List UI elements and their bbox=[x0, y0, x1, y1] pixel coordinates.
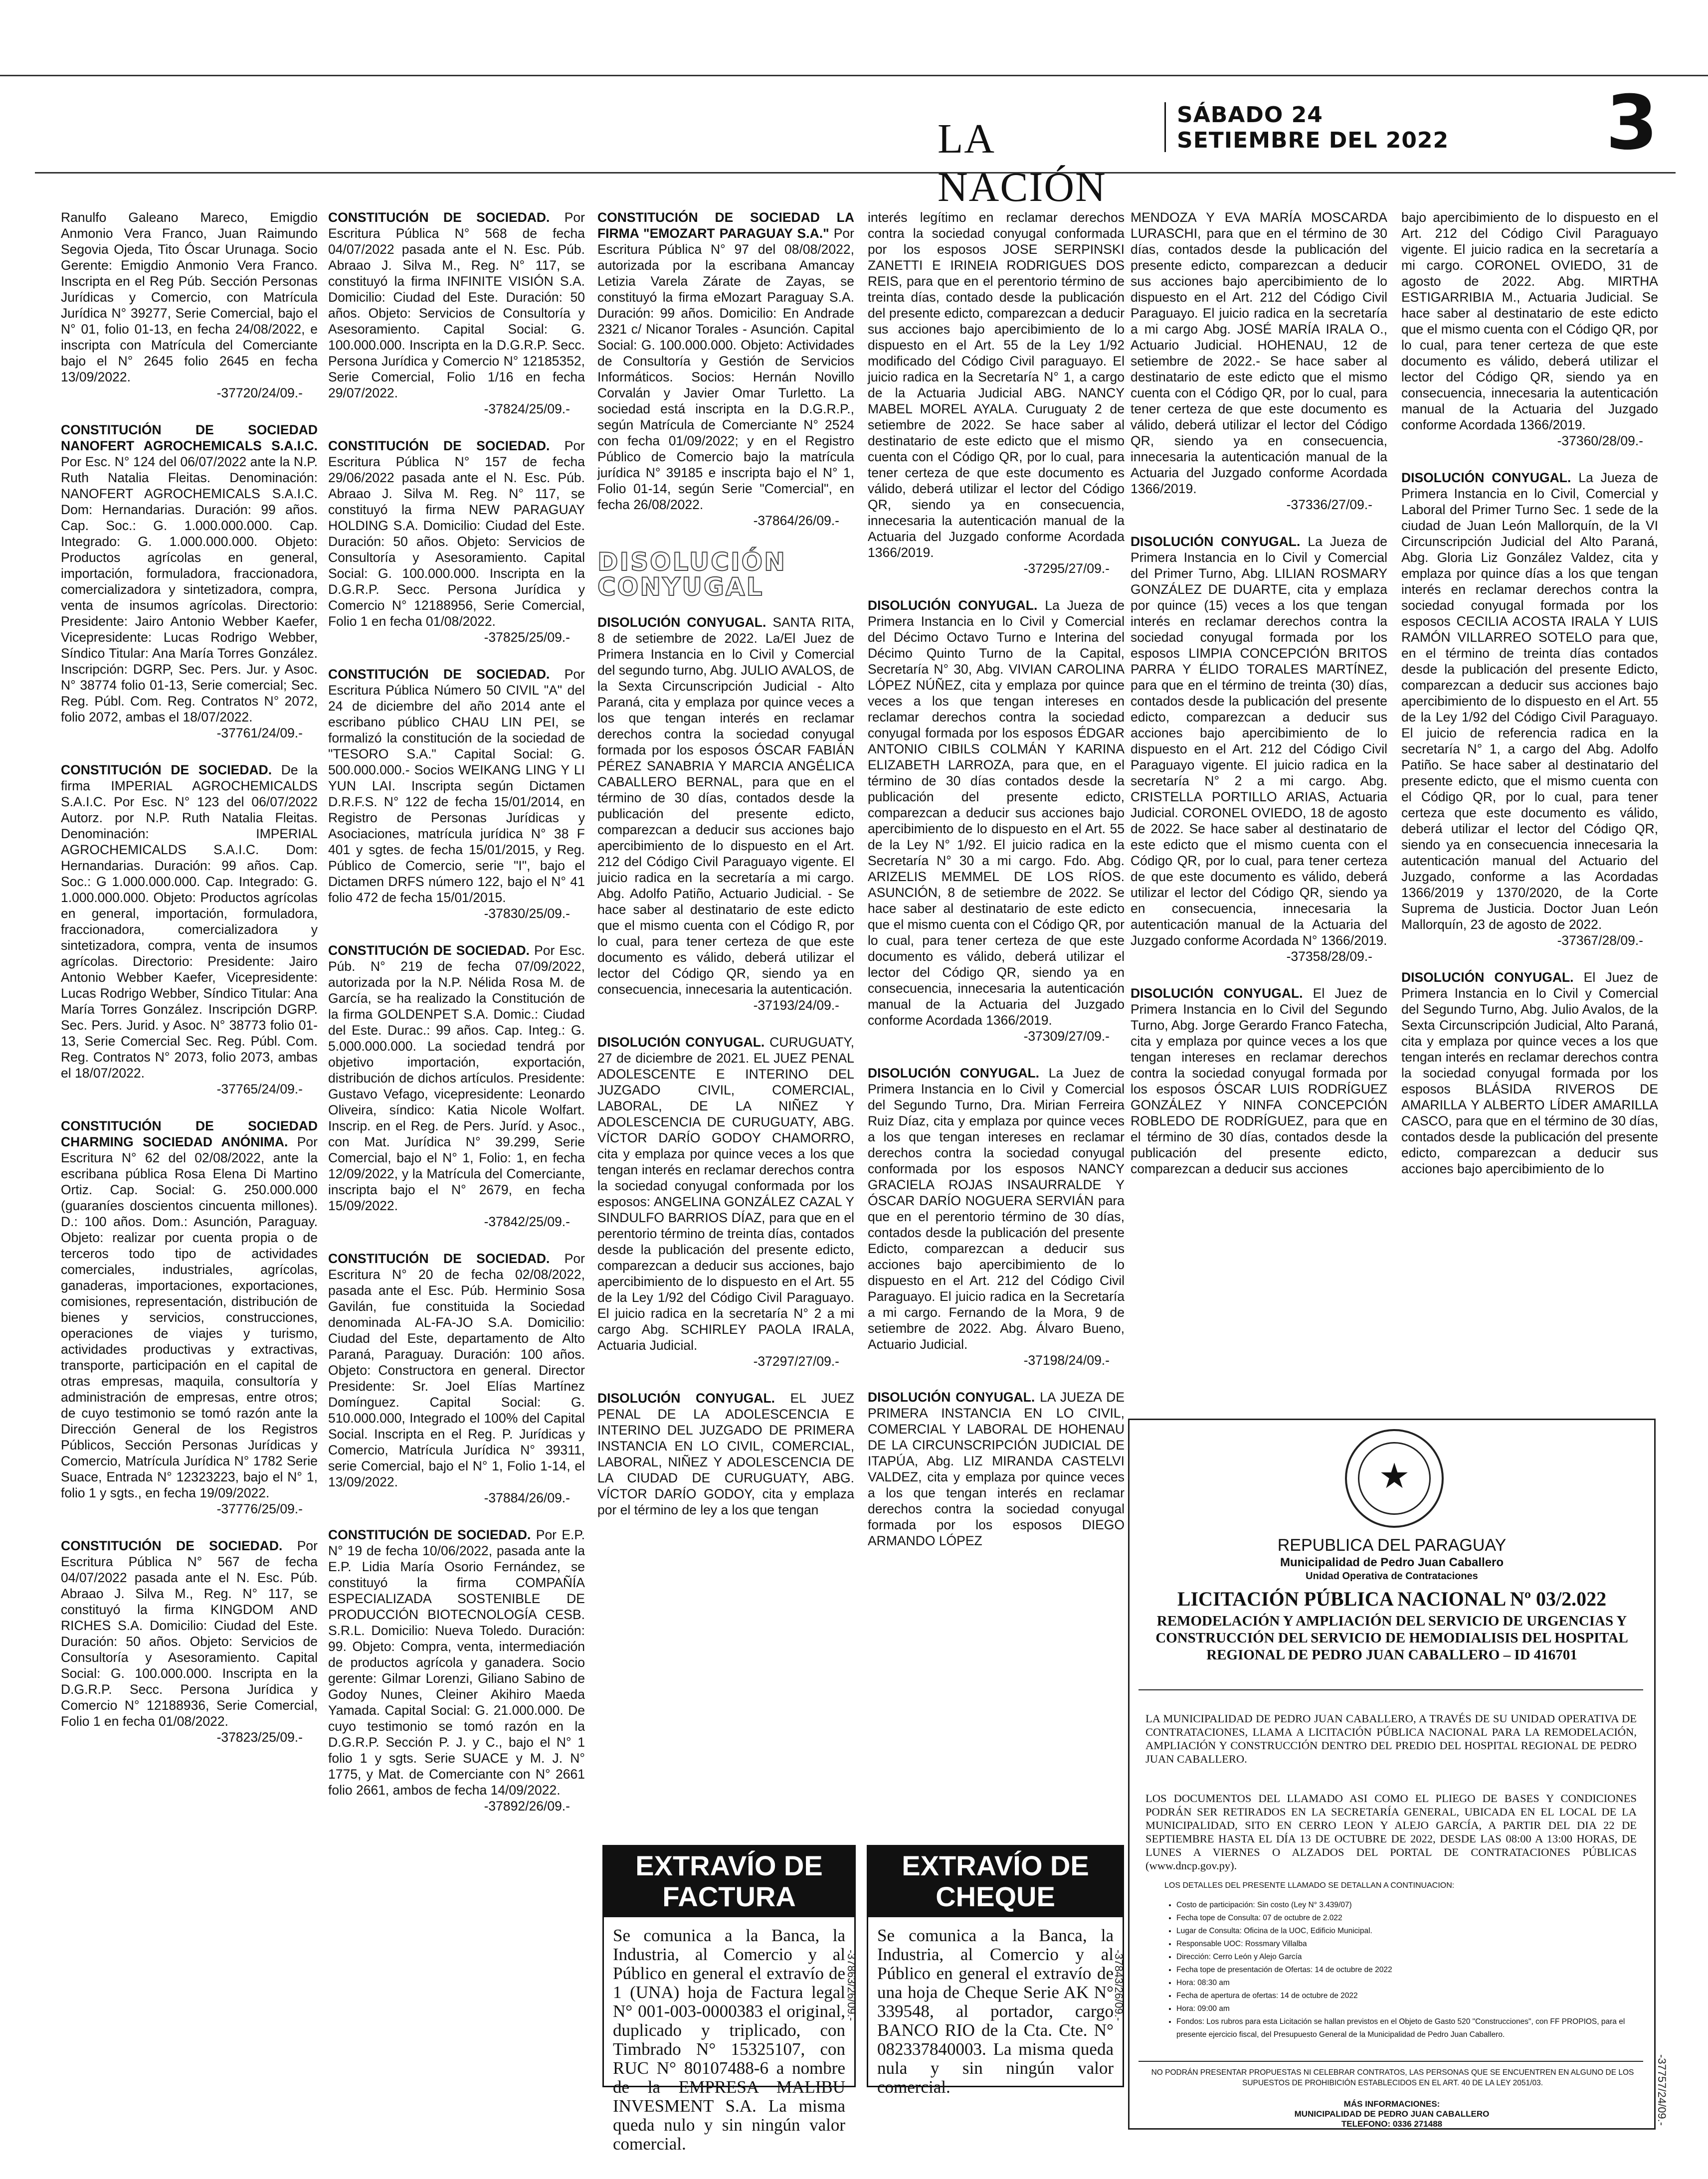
notice-item bbox=[1131, 985, 1387, 1177]
tender-divider-bottom bbox=[1139, 2061, 1643, 2062]
lost-check-code: -37843/26/09.- bbox=[1113, 1950, 1125, 2021]
lost-invoice-notice bbox=[602, 1845, 856, 2154]
tender-detail-item: • Lugar de Consulta: Oficina de la UOC, Edificio Municipal. bbox=[1176, 1925, 1640, 1938]
lost-check-notice bbox=[867, 1845, 1124, 2097]
notice-code: -37761/24/09.- bbox=[216, 726, 303, 740]
notice-item bbox=[328, 1527, 585, 1814]
notice-code: -37884/26/09.- bbox=[484, 1490, 570, 1505]
notice-text: EL JUEZ PENAL DE LA ADOLESCENCIA E INTERINO DEL JUZGADO DE PRIMERA INSTANCIA EN LO CIVIL, COMERCIAL, LABORAL, NIÑEZ Y ADOLESCENCIA DE LA CIUDAD DE CURUGUATY, ABG. VÍCTOR DARÍO GODOY, cita y emplaza por el término de ley a los que tengan bbox=[597, 1391, 854, 1517]
tender-title: LICITACIÓN PÚBLICA NACIONAL Nº 03/2.022 bbox=[1177, 1588, 1607, 1610]
section-heading: DISOLUCIÓN CONYUGAL bbox=[597, 547, 786, 601]
tender-code: -37757/24/09.- bbox=[1656, 2054, 1668, 2126]
notice-text: Por Escritura Pública N° 157 de fecha 29/06/2022 pasada ante el N. Esc. Púb. Abraao J. Silva M. Reg. N° 117, se constituyó la firma NEW PARAGUAY HOLDING S.A. Domicilio: Ciudad del Este. Duración: 50 años. Objeto: Servicios de Consultoría y Asesoramiento. Capital Social: G. 100.000.000. Inscripta en la D.G.R.P. Secc. Persona Jurídica y Comercio N° 12188956, Serie Comercial, Folio 1 en fecha 01/08/2022. bbox=[328, 438, 585, 629]
notice-heading: DISOLUCIÓN CONYUGAL. bbox=[597, 1391, 775, 1406]
notice-code: -37765/24/09.- bbox=[216, 1082, 303, 1096]
notice-item bbox=[61, 422, 318, 741]
tender-divider bbox=[1139, 1689, 1643, 1690]
tender-detail-item: • Fecha de apertura de ofertas: 14 de octubre de 2022 bbox=[1176, 1990, 1640, 2002]
issue-date-day: SÁBADO 24 bbox=[1177, 102, 1323, 128]
notice-item bbox=[868, 1065, 1125, 1368]
lost-check-text: Se comunica a la Banca, la Industria, al Comercio y al Público en general el extravío de una hoja de Cheque Serie AK N° 339548, al portador, cargo BANCO RIO de la Cta. Cte. N° 082337840003. La misma queda nula y sin ningún valor comercial. bbox=[877, 1926, 1114, 2097]
notice-code: -37864/26/09.- bbox=[753, 513, 839, 528]
tender-info-phone: TELEFONO: 0336 271488 bbox=[1341, 2119, 1443, 2129]
notice-heading: CONSTITUCIÓN DE SOCIEDAD NANOFERT AGROCHEMICALS S.A.I.C. bbox=[61, 422, 318, 453]
tender-details-intro: LOS DETALLES DEL PRESENTE LLAMADO SE DETALLAN A CONTINUACION: bbox=[1164, 1881, 1455, 1890]
notice-heading: DISOLUCIÓN CONYUGAL. bbox=[868, 1390, 1035, 1405]
tender-details-list bbox=[1164, 1899, 1640, 2041]
notice-text: La Jueza de Primera Instancia en lo Civil y Comercial del Primer Turno, Abg. LILIAN ROSMARY GONZÁLEZ DE DUARTE, cita y emplaza por quince (15) veces a los que tengan interés en reclamar derechos contra la sociedad conyugal formada por los esposos LIMPIA CONCEPCIÓN BRITOS PARRA Y ÉLIDO TORALES MARTÍNEZ, para que en el término de treinta (30) días, contados desde la publicación del presente edicto, comparezcan a deducir sus acciones bajo apercibimiento de lo dispuesto en el Art. 212 del Código Civil Paraguayo vigente. El juicio radica en la secretaría N° 2 a mi cargo. Abg. CRISTELLA PORTILLO ARIAS, Actuaria Judicial. CORONEL OVIEDO, 18 de agosto de 2022. Se hace saber al destinatario de este edicto que el mismo cuenta con el Código QR, por lo cual, para tener certeza de que este documento es válido, deberá utilizar el lector del Código QR, siendo ya en consecuencia, innecesaria la autenticación manual de la Actuaria del Juzgado conforme Acordada N° 1366/2019. bbox=[1131, 534, 1387, 948]
tender-unit: Unidad Operativa de Contrataciones bbox=[1306, 1571, 1478, 1582]
notice-text: LA JUEZA DE PRIMERA INSTANCIA EN LO CIVIL, COMERCIAL Y LABORAL DE HOHENAU DE LA CIRCUNSCRIPCIÓN JUDICIAL DE ITAPÚA, Abg. LIZ MIRANDA CASTELVI VALDEZ, cita y emplaza por quince veces a los que tengan interés en reclamar derechos contra la sociedad conyugal formada por los esposos DIEGO ARMANDO LÓPEZ bbox=[868, 1390, 1125, 1548]
column-6 bbox=[1401, 209, 1658, 1198]
notice-text: CURUGUATY, 27 de diciembre de 2021. EL JUEZ PENAL ADOLESCENTE E INTERINO DEL JUZGADO CIVIL, COMERCIAL, LABORAL, DE LA NIÑEZ Y ADOLESCENCIA DE CURUGUATY, ABG. VÍCTOR DARÍO GODOY CHAMORRO, cita y emplaza por quince veces a los que tengan interés en reclamar derechos contra la sociedad conyugal conformada por los esposos: ANGELINA GONZÁLEZ CAZAL Y SINDULFO BARRIOS DÍAZ, para que en el perentorio término de treinta días, contados desde la publicación del presente edicto, comparezcan a deducir sus acciones, bajo apercibimiento de lo dispuesto en el Art. 55 de la Ley 1/92 del Código Civil Paraguayo. El juicio radica en la secretaría N° 2 a mi cargo Abg. SCHIRLEY PAOLA IRALA, Actuaria Judicial. bbox=[597, 1035, 854, 1353]
column-5 bbox=[1131, 209, 1387, 1198]
notice-heading: DISOLUCIÓN CONYUGAL. bbox=[597, 615, 766, 630]
notice-item bbox=[328, 438, 585, 645]
notice-text: De la firma IMPERIAL AGROCHEMICALDS S.A.I.C. Por Esc. N° 123 del 06/07/2022 Autorz. por N.P. Ruth Natalia Fleitas. Denominación: IMPERIAL AGROCHEMICALDS S.A.I.C. Dom: Hernandarias. Duración: 99 años. Cap. Soc.: G 1.000.000.000. Cap. Integrado: G. 1.000.000.000. Objeto: Productos agrícolas en general, importación, formuladora, fraccionadora, comercializadora y sintetizadora, compra, venta de insumos agrícolas. Directorio: Presidente: Jairo Antonio Webber Kaefer, Vicepresidente: Lucas Rodrigo Webber, Síndico Titular: Ana María Torres González. Inscripción DGRP. Sec. Pers. Jurid. y Asoc. N° 38773 folio 01-13, Serie Comercial Sec. Reg. Públ. Com. Reg. Contratos N° 2073, folio 2073, ambas el 18/07/2022. bbox=[61, 762, 318, 1081]
notice-text: Por Esc. N° 124 del 06/07/2022 ante la N.P. Ruth Natalia Fleitas. Denominación: NANOFERT AGROCHEMICALS S.A.I.C. Dom: Hernandarias. Duración: 99 años. Cap. Soc.: G. 1.000.000.000. Cap. Integrado: G. 1.000.000.000. Objeto: Productos agrícolas en general, importación, formuladora, fraccionadora, comercializadora y sintetizadora, compra, venta de insumos agrícolas. Directorio: Presidente: Jairo Antonio Webber Kaefer, Vicepresidente: Lucas Rodrigo Webber, Síndico Titular: Ana María Torres González. Inscripción: DGRP, Sec. Pers. Jur. y Asoc. N° 38774 folio 01-13, Serie comercial; Sec. Reg. Públ. Com. Reg. Contratos N° 2072, folio 2072, ambas el 18/07/2022. bbox=[61, 454, 318, 725]
tender-detail-item: • Fecha tope de presentación de Ofertas: 14 de octubre de 2022 bbox=[1176, 1964, 1640, 1977]
tender-info-title: MÁS INFORMACIONES: bbox=[1343, 2099, 1440, 2109]
notice-text: Por Escritura N° 20 de fecha 02/08/2022, pasada ante el Esc. Púb. Herminio Sosa Gavilán, fue constituida la Sociedad denominada AL-FA-JO S.A. Domicilio: Ciudad del Este, departamento de Alto Paraná, Paraguay. Duración: 100 años. Objeto: Constructora en general. Director Presidente: Sr. Joel Elías Martínez Domínguez. Capital Social: G. 510.000.000, Integrado el 100% del Capital Social. Inscripta en el Reg. P. Jurídicas y Comercio, Matrícula Jurídica N° 39311, serie Comercial, bajo el N° 1, Folio 1-14, el 13/09/2022. bbox=[328, 1251, 585, 1489]
notice-heading: CONSTITUCIÓN DE SOCIEDAD. bbox=[328, 1527, 531, 1542]
notice-code: -37360/28/09.- bbox=[1557, 433, 1643, 448]
notice-item bbox=[61, 1118, 318, 1517]
notice-heading: CONSTITUCIÓN DE SOCIEDAD CHARMING SOCIEDAD ANÓNIMA. bbox=[61, 1118, 318, 1149]
tender-detail-item: • Hora: 09:00 am bbox=[1176, 2002, 1640, 2015]
lost-check-title: EXTRAVÍO DE CHEQUE bbox=[868, 1846, 1123, 1917]
notice-code: -37198/24/09.- bbox=[1023, 1353, 1110, 1368]
notice-item bbox=[597, 1034, 854, 1369]
notice-text: Por Esc. Púb. N° 219 de fecha 07/09/2022, autorizada por la N.P. Nélida Rosa M. de García, se ha realizado la Constitución de la firma GOLDENPET S.A. Domic.: Ciudad del Este. Durac.: 99 años. Cap. Integ.: G. 5.000.000.000. La sociedad tendrá por objetivo importación, exportación, distribución de dichos artículos. Presidente: Gustavo Vefago, vicepresidente: Leonardo Oliveira, síndico: Katia Nicole Wolfart. Inscrip. en el Reg. de Pers. Juríd. y Asoc., con Mat. Jurídica N° 39.299, Serie Comercial, bajo el N° 1, Folio: 1, en fecha 12/09/2022, y la Matrícula del Comerciante, inscripta bajo el N° 2679, en fecha 15/09/2022. bbox=[328, 943, 585, 1213]
notice-text: Por Escritura N° 62 del 02/08/2022, ante la escribana pública Rosa Elena Di Martino Ortiz. Cap. Social: G. 250.000.000 (guaraníes doscientos cincuenta millones). D.: 100 años. Dom.: Asunción, Paraguay. Objeto: realizar por cuenta propia o de terceros todo tipo de actividades comerciales, industriales, agrícolas, ganaderas, importaciones, exportaciones, comisiones, representación, distribución de bienes y servicios, construcciones, operaciones de viajes y turismo, actividades productivas y extractivas, transporte, participación en el capital de otras empresas, maquila, consultoría y administración de empresas, entre otros; de cuyo testimonio se tomó razón ante la Dirección General de los Registros Públicos, Sección Personas Jurídicas y Comercio, Matrícula Jurídica N° 1782 Serie Suace, Entrada N° 12323223, bajo el N° 1, folio 1 y sgts., en fecha 19/09/2022. bbox=[61, 1134, 318, 1500]
notice-heading: CONSTITUCIÓN DE SOCIEDAD. bbox=[328, 1251, 550, 1266]
notice-item bbox=[61, 762, 318, 1097]
notice-text: El Juez de Primera Instancia en lo Civil y Comercial del Segundo Turno, Abg. Julio Avalos, de la Sexta Circunscripción Judicial, Alto Paraná, cita y emplaza por quince veces a los que tengan interés en reclamar derechos contra la sociedad conyugal formada por los esposos BLÁSIDA RIVEROS DE AMARILLA Y ALBERTO LÍDER AMARILLA CASCO, para que en el término de 30 días, contados desde la publicación del presente edicto, comparezcan a deducir sus acciones bajo apercibimiento de lo bbox=[1401, 970, 1658, 1176]
notice-item bbox=[868, 209, 1125, 576]
column-1 bbox=[61, 209, 318, 1766]
notice-text: Por Escritura Pública N° 97 del 08/08/2022, autorizada por la escribana Amancay Letizia Varela Zárate de Zayas, se constituyó la firma eMozart Paraguay S.A. Duración: 99 años. Domicilio: En Andrade 2321 c/ Nicanor Torales - Asunción. Capital Social: G. 100.000.000. Objeto: Actividades de Consultoría y Gestión de Servicios Informáticos. Socios: Hernán Novillo Corvalán y Javier Omar Turletto. La sociedad está inscripta en la D.G.R.P., según Matrícula de Comerciante N° 2524 con fecha 01/09/2022; y en el Registro Público de Comercio bajo la matrícula jurídica N° 39185 e inscripta bajo el N° 1, Folio 01-14, según Serie "Comercial", en fecha 26/08/2022. bbox=[597, 226, 854, 512]
notice-item bbox=[328, 1251, 585, 1506]
tender-detail-item: • Hora: 08:30 am bbox=[1176, 1977, 1640, 1990]
notice-heading: CONSTITUCIÓN DE SOCIEDAD. bbox=[328, 943, 530, 958]
notice-item bbox=[328, 209, 585, 417]
notice-text: MENDOZA Y EVA MARÍA MOSCARDA LURASCHI, para que en el término de 30 días, contados desde la publicación del presente edicto, comparezcan a deducir sus acciones bajo apercibimiento de lo dispuesto en el Art. 212 del Código Civil Paraguayo. El juicio radica en la secretaría a mi cargo Abg. JOSÉ MARÍA IRALA O., Actuario Judicial. HOHENAU, 12 de setiembre de 2022.- Se hace saber al destinatario de este edicto que el mismo cuenta con el Código QR, por lo cual, para tener certeza de que este documento es válido, deberá utilizar el lector del Código QR, siendo ya en consecuencia, innecesaria la autenticación manual de la Actuaria del Juzgado conforme Acordada 1366/2019. bbox=[1131, 210, 1387, 496]
notice-text: La Jueza de Primera Instancia en lo Civil y Comercial del Décimo Octavo Turno e Interina del Décimo Quinto Turno de la Capital, Secretaría N° 30, Abg. VIVIAN CAROLINA LÓPEZ NÚÑEZ, cita y emplaza por quince veces a los que tengan intereses en reclamar derechos contra la sociedad conyugal formada por los esposos ÉDGAR ANTONIO CIBILS COLMÁN Y KARINA ELIZABETH LARROZA, para que, en el término de 30 días contados desde la publicación del presente edicto, comparezcan a deducir sus acciones bajo apercibimiento de lo dispuesto en el Art. 55 de la Ley N° 1/92. El juicio radica en la Secretaría N° 30 a mi cargo. Fdo. Abg. ARIZELIS MEMMEL DE LOS RÍOS. ASUNCIÓN, 8 de setiembre de 2022. Se hace saber al destinatario de este edicto que el mismo cuenta con el Código QR, por lo cual, para tener certeza de que este documento es válido, deberá utilizar el lector del Código QR, siendo ya en consecuencia, innecesaria la autenticación manual de la Actuaria del Juzgado conforme Acordada 1366/2019. bbox=[868, 598, 1125, 1028]
notice-item bbox=[1401, 969, 1658, 1177]
notice-heading: DISOLUCIÓN CONYUGAL. bbox=[1401, 970, 1574, 985]
notice-code: -37309/27/09.- bbox=[1023, 1029, 1110, 1044]
notice-heading: DISOLUCIÓN CONYUGAL. bbox=[1131, 534, 1301, 549]
issue-date-month: SETIEMBRE DEL 2022 bbox=[1177, 128, 1449, 153]
lost-invoice-code: -37863/26/09.- bbox=[845, 1950, 858, 2021]
notice-code: -37892/26/09.- bbox=[484, 1799, 570, 1814]
notice-item bbox=[61, 1538, 318, 1745]
notice-code: -37295/27/09.- bbox=[1023, 561, 1110, 576]
notice-code: -37842/25/09.- bbox=[484, 1214, 570, 1229]
notice-heading: DISOLUCIÓN CONYUGAL. bbox=[1131, 986, 1303, 1001]
notice-text: Ranulfo Galeano Mareco, Emigdio Anmonio Vera Franco, Juan Raimundo Segovia Ojeda, Tito Óscar Urunaga. Socio Gerente: Emigdio Anmonio Vera Franco. Inscripta en el Reg Púb. Sección Personas Jurídicas y Comercio, con Matrícula Jurídica N° 39277, Serie Comercial, bajo el N° 01, folio 01-13, en fecha 24/08/2022, e inscripta con Matrícula del Comerciante bajo el N° 2645 folio 2645 en fecha 13/09/2022. bbox=[61, 210, 318, 384]
masthead-separator bbox=[1164, 102, 1166, 152]
notice-text: bajo apercibimiento de lo dispuesto en el Art. 212 del Código Civil Paraguayo vigente. El juicio radica en la secretaría a mi cargo. CORONEL OVIEDO, 31 de agosto de 2022. Abg. MIRTHA ESTIGARRIBIA M., Actuaria Judicial. Se hace saber al destinatario de este edicto que el mismo cuenta con el Código QR, por lo cual, para tener certeza de que este documento es válido, deberá utilizar el lector del Código QR, siendo ya en consecuencia, innecesaria la autenticación manual de la Actuaria del Juzgado conforme Acordada 1366/2019. bbox=[1401, 210, 1658, 432]
notice-text: Por Escritura Pública N° 567 de fecha 04/07/2022 pasada ante el N. Esc. Púb. Abraao J. Silva M., Reg. N° 117, se constituyó la firma KINGDOM AND RICHES S.A. Domicilio: Ciudad del Este. Duración: 50 años. Objeto: Servicios de Consultoría y Asesoramiento. Capital Social: G. 100.000.000. Inscripta en la D.G.R.P. Secc. Persona Jurídica y Comercio N° 12188936, Serie Comercial, Folio 1 en fecha 01/08/2022. bbox=[61, 1538, 318, 1729]
notice-item bbox=[868, 1389, 1125, 1549]
notice-code: -37358/28/09.- bbox=[1286, 949, 1372, 964]
notice-item bbox=[868, 597, 1125, 1044]
tender-republic: REPUBLICA DEL PARAGUAY bbox=[1277, 1536, 1507, 1555]
notice-text: interés legítimo en reclamar derechos contra la sociedad conyugal conformada por los esposos JOSE SERPINSKI ZANETTI E IRINEIA RODRIGUES DOS REIS, para que en el perentorio término de treinta días, contado desde la publicación del presente edicto, comparezcan a deducir sus acciones bajo apercibimiento de lo dispuesto en el Art. 55 de la Ley 1/92 modificado del Código Civil paraguayo. El juicio radica en la Secretaría N° 1, a cargo de la Actuaria Judicial ABG. NANCY MABEL MOREL AYALA. Curuguaty 2 de setiembre de 2022. Se hace saber al destinatario de este edicto que el mismo cuenta con el Código QR, por lo cual, para tener certeza de que este documento es válido, deberá utilizar el lector del Código QR, siendo ya en consecuencia, innecesaria la autenticación manual de la Actuaria del Juzgado conforme Acordada 1366/2019. bbox=[868, 210, 1125, 560]
notice-heading: CONSTITUCIÓN DE SOCIEDAD LA FIRMA "EMOZART PARAGUAY S.A." bbox=[597, 210, 854, 241]
notice-code: -37367/28/09.- bbox=[1557, 933, 1643, 948]
notice-heading: CONSTITUCIÓN DE SOCIEDAD. bbox=[328, 438, 550, 453]
notice-code: -37830/25/09.- bbox=[484, 906, 570, 921]
notice-heading: CONSTITUCIÓN DE SOCIEDAD. bbox=[61, 762, 272, 777]
paper-name: LA NACIÓN bbox=[938, 116, 1107, 210]
notice-code: -37720/24/09.- bbox=[216, 385, 303, 400]
tender-detail-item: • Dirección: Cerro León y Alejo García bbox=[1176, 1951, 1640, 1964]
tender-contact bbox=[1130, 2099, 1654, 2129]
notice-text: La Jueza de Primera Instancia en lo Civil, Comercial y Laboral del Primer Turno Sec. 1 sede de la ciudad de Juan León Mallorquín, de la VI Circunscripción Judicial del Alto Paraná, Abg. Gloria Liz González Valdez, cita y emplaza por quince días a los que tengan interés en reclamar derechos contra la sociedad conyugal formada por los esposos CECILIA ACOSTA IRALA Y LUIS RAMÓN VILLARREO SOTELO para que, en el término de treinta días contados desde la publicación del presente Edicto, comparezcan a deducir sus acciones bajo apercibimiento de lo dispuesto en el Art. 55 de la Ley 1/92 del Código Civil Paraguayo. El juicio de referencia radica en la secretaría N° 1, a cargo del Abg. Adolfo Patiño. Se hace saber al destinatario del presente edicto, que el mismo cuenta con el Código QR, por lo cual, para tener certeza que este documento es válido, deberá utilizar el lector del Código QR, siendo ya en consecuencia innecesaria la autenticación manual del Actuario del Juzgado, conforme a las Acordadas 1366/2019 y 1370/2020, de la Corte Suprema de Justicia. Doctor Juan León Mallorquín, 23 de agosto de 2022. bbox=[1401, 470, 1658, 932]
tender-prohibition-notice: NO PODRÁN PRESENTAR PROPUESTAS NI CELEBRAR CONTRATOS, LAS PERSONAS QUE SE ENCUENTREN EN ALGUNO DE LOS SUPUESTOS DE PROHIBICIÓN ESTABLECIDOS EN EL ART. 40 DE LA LEY 2051/03. bbox=[1151, 2068, 1634, 2087]
column-4 bbox=[868, 209, 1125, 1570]
tender-detail-item: • Fondos: Los rubros para esta Licitación se hallan previstos en el Objeto de Gasto 520 "Construcciones", con FF PROPIOS, para el presente ejercicio fiscal, del Presupuesto General de la Municipalidad de Pedro Juan Caballero. bbox=[1176, 2015, 1640, 2041]
lost-invoice-title: EXTRAVÍO DE FACTURA bbox=[604, 1846, 854, 1917]
notice-code: -37776/25/09.- bbox=[216, 1501, 303, 1516]
notice-text: Por Escritura Pública Número 50 CIVIL "A" del 24 de diciembre del año 2014 ante el escribano público CHAU LIN PEI, se formalizó la constitución de la sociedad de "TESORO S.A." Capital Social: G. 500.000.000.- Socios WEIKANG LING Y LI YUN LAI. Inscripta según Dictamen D.R.F.S. N° 122 de fecha 15/01/2014, en Registro de Personas Jurídicas y Asociaciones, matrícula jurídica N° 38 F 401 y sgtes. de fecha 15/01/2015, y Reg. Público de Comercio, serie "I", bajo el Dictamen DRFS número 122, bajo el N° 41 folio 472 de fecha 15/01/2015. bbox=[328, 667, 585, 905]
tender-municipality: Municipalidad de Pedro Juan Caballero bbox=[1280, 1556, 1504, 1569]
notice-code: -37336/27/09.- bbox=[1286, 497, 1372, 512]
notice-code: -37193/24/09.- bbox=[753, 998, 839, 1013]
notice-item bbox=[328, 942, 585, 1230]
notice-code: -37824/25/09.- bbox=[484, 401, 570, 416]
column-3 bbox=[597, 209, 854, 1539]
lost-invoice-text: Se comunica a la Banca, la Industria, al Comercio y al Público en general el extravío de 1 (UNA) hoja de Factura legal N° 001-003-0000383 el original, duplicado y triplicado, con Timbrado N° 15325107, con RUC N° 80107488-6 a nombre de la EMPRESA MALIBU INVESMENT S.A. La misma queda nulo y sin ningún valor comercial. bbox=[613, 1926, 845, 2154]
tender-info-org: MUNICIPALIDAD DE PEDRO JUAN CABALLERO bbox=[1294, 2109, 1490, 2119]
notice-text: El Juez de Primera Instancia en lo Civil del Segundo Turno, Abg. Jorge Gerardo Franco Fatecha, cita y emplaza por quince veces a los que tengan intereses en reclamar derechos contra la sociedad conyugal formada por los esposos ÓSCAR LUIS RODRÍGUEZ GONZÁLEZ Y NINFA CONCEPCIÓN ROBLEDO DE RODRÍGUEZ, para que en el término de 30 días, contados desde la publicación del presente edicto, comparezcan a deducir sus acciones bbox=[1131, 986, 1387, 1176]
notice-text: SANTA RITA, 8 de setiembre de 2022. La/El Juez de Primera Instancia en lo Civil y Comercial del segundo turno, Abg. JULIO AVALOS, de la Sexta Circunscripción Judicial - Alto Paraná, cita y emplaza por quince veces a los que tengan interés en reclamar derechos contra la sociedad conyugal formada por los esposos ÓSCAR FABIÁN PÉREZ SANABRIA Y MARCIA ANGÉLICA CABALLERO BERNAL, para que en el término de 30 días, contados desde la publicación del presente edicto, comparezcan a deducir sus acciones bajo apercibimiento de lo dispuesto en el Art. 212 del Código Civil Paraguayo vigente. El juicio radica en la secretaría a mi cargo. Abg. Adolfo Patiño, Actuario Judicial. - Se hace saber al destinatario de este edicto que el mismo cuenta con el Código R, por lo cual, para tener certeza de que este documento es válido, deberá utilizar el lector del Código QR, siendo ya en consecuencia, innecesaria la autenticación. bbox=[597, 615, 854, 997]
notice-heading: CONSTITUCIÓN DE SOCIEDAD. bbox=[328, 210, 550, 225]
notice-text: Por E.P. N° 19 de fecha 10/06/2022, pasada ante la E.P. Lidia María Osorio Fernández, se constituyó la firma COMPAÑÍA ESPECIALIZADA SOSTENIBLE DE PRODUCCIÓN BIOTECNOLOGÍA CESB. S.R.L. Domicilio: Nueva Toledo. Duración: 99. Objeto: Compra, venta, intermediación de productos agrícola y ganadera. Socio gerente: Gilmar Lorenzi, Giliano Sabino de Godoy Nunes, Cleiner Akihiro Maeda Yamada. Capital Social: G. 21.000.000. De cuyo testimonio se tomó razón en la D.G.R.P. Sección P. J. y C., bajo el N° 1 folio 1 y sgts. Serie SUACE y M. J. N° 1775, y Mat. de Comerciante con N° 2661 folio 2661, ambos de fecha 14/09/2022. bbox=[328, 1527, 585, 1798]
notice-text: La Juez de Primera Instancia en lo Civil y Comercial del Segundo Turno, Dra. Mirian Ferreira Ruiz Díaz, cita y emplaza por quince veces a los que tengan intereses en reclamar derechos contra la sociedad conyugal conformada por los esposos NANCY GRACIELA ROJAS INSAURRALDE Y ÓSCAR DARÍO NOGUERA SERVIÁN para que en el perentorio término de 30 días, contados desde la publicación del presente Edicto, comparezcan a deducir sus acciones bajo apercibimiento de lo dispuesto en el Art. 212 del Código Civil Paraguayo. El juicio radica en la Secretaría a mi cargo. Fernando de la Mora, 9 de setiembre de 2022. Abg. Álvaro Bueno, Actuario Judicial. bbox=[868, 1066, 1125, 1352]
notice-text: Por Escritura Pública N° 568 de fecha 04/07/2022 pasada ante el N. Esc. Púb. Abraao J. Silva M., Reg. N° 117, se constituyó la firma INFINITE VISIÓN S.A. Domicilio: Ciudad del Este. Duración: 50 años. Objeto: Servicios de Consultoría y Asesoramiento. Capital Social: G. 100.000.000. Inscripta en la D.G.R.P. Secc. Persona Jurídica y Comercio N° 12185352, Serie Comercial, Folio 1/16 en fecha 29/07/2022. bbox=[328, 210, 585, 400]
notice-heading: DISOLUCIÓN CONYUGAL. bbox=[868, 1066, 1040, 1081]
notice-heading: DISOLUCIÓN CONYUGAL. bbox=[597, 1035, 765, 1050]
notice-heading: CONSTITUCIÓN DE SOCIEDAD. bbox=[61, 1538, 283, 1553]
notice-item bbox=[328, 666, 585, 921]
notice-item bbox=[1401, 209, 1658, 449]
page-number: 3 bbox=[1606, 80, 1658, 167]
tender-detail-item: • Costo de participación: Sin costo (Ley N° 3.439/07) bbox=[1176, 1899, 1640, 1912]
notice-item bbox=[597, 209, 854, 529]
seal-star-icon: ★ bbox=[1378, 1457, 1410, 1496]
tender-paragraph-2: LOS DOCUMENTOS DEL LLAMADO ASI COMO EL PLIEGO DE BASES Y CONDICIONES PODRÁN SER RETIRADOS EN LA SECRETARÍA GENERAL, UBICADA EN EL LOCAL DE LA MUNICIPALIDAD, SITO EN CERRO LEON Y ALEJO GARCÍA, A PARTIR DEL DIA 22 DE SEPTIEMBRE HASTA EL DÍA 13 DE OCTUBRE DE 2022, DESDE LAS 08:00 A 13:00 HORAS, DE LUNES A VIERNES O ALZADOS DEL PORTAL DE CONTRATACIONES PÚBLICAS (www.dncp.gov.py). bbox=[1145, 1792, 1637, 1872]
notice-item bbox=[1131, 209, 1387, 513]
notice-item bbox=[597, 1390, 854, 1518]
column-2 bbox=[328, 209, 585, 1835]
notice-code: -37823/25/09.- bbox=[216, 1730, 303, 1745]
notice-code: -37825/25/09.- bbox=[484, 630, 570, 645]
top-rule bbox=[0, 75, 1708, 76]
tender-detail-item: • Fecha tope de Consulta: 07 de octubre de 2.022 bbox=[1176, 1912, 1640, 1925]
tender-paragraph-1: LA MUNICIPALIDAD DE PEDRO JUAN CABALLERO, A TRAVÉS DE SU UNIDAD OPERATIVA DE CONTRATACIONES, LLAMA A LICITACIÓN PÚBLICA NACIONAL PARA LA REMODELACIÓN, AMPLIACIÓN Y CONSTRUCCIÓN DENTRO DEL PREDIO DEL HOSPITAL REGIONAL DE PEDRO JUAN CABALLERO. bbox=[1145, 1712, 1637, 1765]
coat-of-arms-seal-icon bbox=[1345, 1429, 1444, 1528]
notice-heading: DISOLUCIÓN CONYUGAL. bbox=[1401, 470, 1571, 485]
tender-detail-item: • Responsable UOC: Rossmary Villalba bbox=[1176, 1938, 1640, 1951]
notice-item bbox=[1401, 470, 1658, 948]
notice-item bbox=[61, 209, 318, 401]
tender-subtitle: REMODELACIÓN Y AMPLIACIÓN DEL SERVICIO DE URGENCIAS Y CONSTRUCCIÓN DEL SERVICIO DE HEMODIALISIS DEL HOSPITAL REGIONAL DE PEDRO JUAN CABALLERO – ID 416701 bbox=[1155, 1613, 1628, 1663]
notice-item bbox=[597, 614, 854, 1013]
notice-heading: CONSTITUCIÓN DE SOCIEDAD. bbox=[328, 667, 550, 682]
notice-item bbox=[1131, 534, 1387, 964]
public-tender-ad bbox=[1128, 1419, 1656, 2130]
notice-heading: DISOLUCIÓN CONYUGAL. bbox=[868, 598, 1038, 613]
notice-code: -37297/27/09.- bbox=[753, 1354, 839, 1369]
header-rule bbox=[35, 172, 1676, 174]
